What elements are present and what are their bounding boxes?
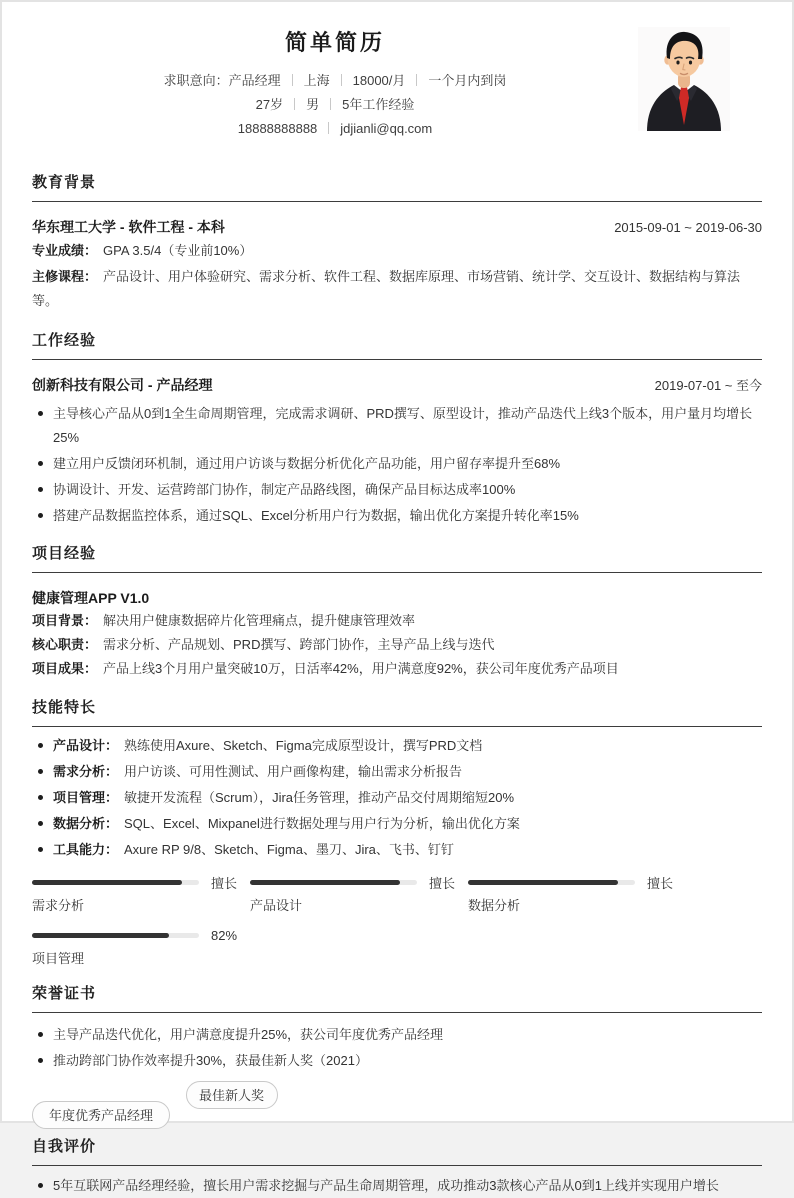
avatar-illustration bbox=[638, 27, 730, 131]
contact-line-contact bbox=[32, 117, 638, 141]
bar-line bbox=[32, 927, 250, 943]
education-row bbox=[32, 265, 762, 313]
project-row bbox=[32, 658, 762, 680]
skill-label: 数据分析： bbox=[53, 816, 119, 831]
bullet-item bbox=[32, 812, 762, 836]
separator bbox=[292, 74, 293, 86]
section-title-honors: 荣誉证书 bbox=[32, 982, 762, 1013]
skill-text: 用户访谈、可用性测试、用户画像构建，输出需求分析报告 bbox=[124, 764, 463, 779]
contact-line-intent bbox=[32, 69, 638, 93]
row-label: 项目背景： bbox=[32, 613, 98, 628]
bullet-item bbox=[32, 786, 762, 810]
education-row bbox=[32, 239, 762, 263]
row-label: 核心职责： bbox=[32, 637, 98, 652]
row-text: GPA 3.5/4（专业前10%） bbox=[103, 243, 253, 258]
city: 上海 bbox=[303, 73, 330, 88]
bullet-item bbox=[32, 760, 762, 784]
section-project bbox=[32, 542, 762, 680]
skill-bars bbox=[32, 874, 762, 968]
self-evaluation-bullet-list bbox=[32, 1174, 762, 1198]
separator bbox=[328, 122, 329, 134]
honor-badge: 年度优秀产品经理 bbox=[32, 1101, 170, 1129]
separator bbox=[341, 74, 342, 86]
bar-level-label: 擅长 bbox=[647, 875, 674, 891]
expected-salary: 18000/月 bbox=[352, 73, 406, 88]
bar-skill-name: 数据分析 bbox=[468, 898, 521, 913]
bar-skill-name: 产品设计 bbox=[250, 898, 303, 913]
skill-bar bbox=[250, 874, 468, 915]
phone-number: 18888888888 bbox=[237, 121, 318, 136]
section-title-skills: 技能特长 bbox=[32, 696, 762, 727]
age: 27岁 bbox=[255, 97, 284, 112]
skill-label: 项目管理： bbox=[53, 790, 119, 805]
work-date-range: 2019-07-01 ~ 至今 bbox=[654, 378, 762, 393]
bar-fill bbox=[32, 880, 182, 885]
school-line: 华东理工大学 - 软件工程 - 本科 bbox=[32, 219, 225, 235]
row-text: 需求分析、产品规划、PRD撰写、跨部门协作，主导产品上线与迭代 bbox=[103, 637, 495, 652]
job-intent: 求职意向：产品经理 bbox=[163, 73, 281, 88]
bar-skill-name: 需求分析 bbox=[32, 898, 85, 913]
education-entry-header bbox=[32, 217, 762, 237]
skill-text: SQL、Excel、Mixpanel进行数据处理与用户行为分析，输出优化方案 bbox=[124, 816, 520, 831]
skill-bar bbox=[32, 927, 250, 968]
bar-track bbox=[32, 933, 199, 938]
gender: 男 bbox=[306, 97, 320, 112]
section-work bbox=[32, 329, 762, 528]
header-main bbox=[32, 20, 638, 141]
project-entry-header bbox=[32, 588, 762, 608]
skill-text: 熟练使用Axure、Sketch、Figma完成原型设计，撰写PRD文档 bbox=[124, 738, 483, 753]
bar-skill-name: 项目管理 bbox=[32, 951, 85, 966]
bullet-item: 5年互联网产品经理经验，擅长用户需求挖掘与产品生命周期管理，成功推动3款核心产品从0到1上线并实现用户增长 bbox=[32, 1174, 762, 1198]
skill-label: 工具能力： bbox=[53, 842, 119, 857]
bar-line bbox=[32, 874, 250, 890]
separator bbox=[416, 74, 417, 86]
skill-text: 敏捷开发流程（Scrum），Jira任务管理，推动产品交付周期缩短20% bbox=[124, 790, 515, 805]
bullet-item: 协调设计、开发、运营跨部门协作，制定产品路线图，确保产品目标达成率100% bbox=[32, 478, 762, 502]
skill-bar bbox=[468, 874, 686, 915]
work-entry-header bbox=[32, 375, 762, 395]
education-date-range: 2015-09-01 ~ 2019-06-30 bbox=[614, 220, 762, 235]
project-row bbox=[32, 634, 762, 656]
bar-fill bbox=[32, 933, 169, 938]
project-name: 健康管理APP V1.0 bbox=[32, 590, 150, 606]
resume-header bbox=[32, 2, 762, 141]
availability: 一个月内到岗 bbox=[428, 73, 507, 88]
bullet-item: 主导核心产品从0到1全生命周期管理，完成需求调研、PRD撰写、原型设计，推动产品迭代上线3个版本，用户量月均增长25% bbox=[32, 402, 762, 450]
section-self-evaluation bbox=[32, 1135, 762, 1198]
section-title-education: 教育背景 bbox=[32, 171, 762, 202]
row-text: 解决用户健康数据碎片化管理痛点，提升健康管理效率 bbox=[103, 613, 416, 628]
skills-bullet-list bbox=[32, 734, 762, 862]
row-text: 产品设计、用户体验研究、需求分析、软件工程、数据库原理、市场营销、统计学、交互设计、数据结构与算法等。 bbox=[32, 269, 741, 308]
bar-level-label: 擅长 bbox=[429, 875, 456, 891]
bar-line bbox=[250, 874, 468, 890]
project-row bbox=[32, 610, 762, 632]
row-label: 主修课程： bbox=[32, 269, 98, 284]
bullet-item: 建立用户反馈闭环机制，通过用户访谈与数据分析优化产品功能，用户留存率提升至68% bbox=[32, 452, 762, 476]
bullet-item bbox=[32, 734, 762, 758]
contact-line-basic bbox=[32, 93, 638, 117]
bar-level-label: 82% bbox=[211, 927, 238, 943]
bar-fill bbox=[468, 880, 618, 885]
bar-fill bbox=[250, 880, 400, 885]
bullet-item: 主导产品迭代优化，用户满意度提升25%，获公司年度优秀产品经理 bbox=[32, 1023, 762, 1047]
section-honors bbox=[32, 982, 762, 1129]
bar-track bbox=[32, 880, 199, 885]
skill-text: Axure RP 9/8、Sketch、Figma、墨刀、Jira、飞书、钉钉 bbox=[124, 842, 454, 857]
bullet-item bbox=[32, 838, 762, 862]
work-bullet-list bbox=[32, 402, 762, 528]
bullet-item: 搭建产品数据监控体系，通过SQL、Excel分析用户行为数据，输出优化方案提升转化率15% bbox=[32, 504, 762, 528]
bar-track bbox=[468, 880, 635, 885]
separator bbox=[294, 98, 295, 110]
bar-track bbox=[250, 880, 417, 885]
page-title: 简单简历 bbox=[284, 30, 385, 55]
section-title-self-evaluation: 自我评价 bbox=[32, 1135, 762, 1166]
row-label: 项目成果： bbox=[32, 661, 98, 676]
section-title-work: 工作经验 bbox=[32, 329, 762, 360]
separator bbox=[330, 98, 331, 110]
row-text: 产品上线3个月用户量突破10万，日活率42%，用户满意度92%，获公司年度优秀产品项目 bbox=[103, 661, 619, 676]
email-address: jdjianli@qq.com bbox=[340, 121, 433, 136]
bullet-item: 推动跨部门协作效率提升30%，获最佳新人奖（2021） bbox=[32, 1049, 762, 1073]
bar-line bbox=[468, 874, 686, 890]
profile-photo bbox=[638, 27, 730, 131]
skill-bar bbox=[32, 874, 250, 915]
skill-label: 产品设计： bbox=[53, 738, 119, 753]
honor-badges bbox=[32, 1081, 762, 1129]
honors-bullet-list bbox=[32, 1023, 762, 1073]
skill-label: 需求分析： bbox=[53, 764, 119, 779]
bar-level-label: 擅长 bbox=[211, 875, 238, 891]
experience-years: 5年工作经验 bbox=[342, 97, 415, 112]
section-education bbox=[32, 171, 762, 313]
row-label: 专业成绩： bbox=[32, 243, 98, 258]
honor-badge: 最佳新人奖 bbox=[186, 1081, 278, 1109]
section-skills bbox=[32, 696, 762, 968]
company-line: 创新科技有限公司 - 产品经理 bbox=[32, 377, 213, 393]
section-title-project: 项目经验 bbox=[32, 542, 762, 573]
